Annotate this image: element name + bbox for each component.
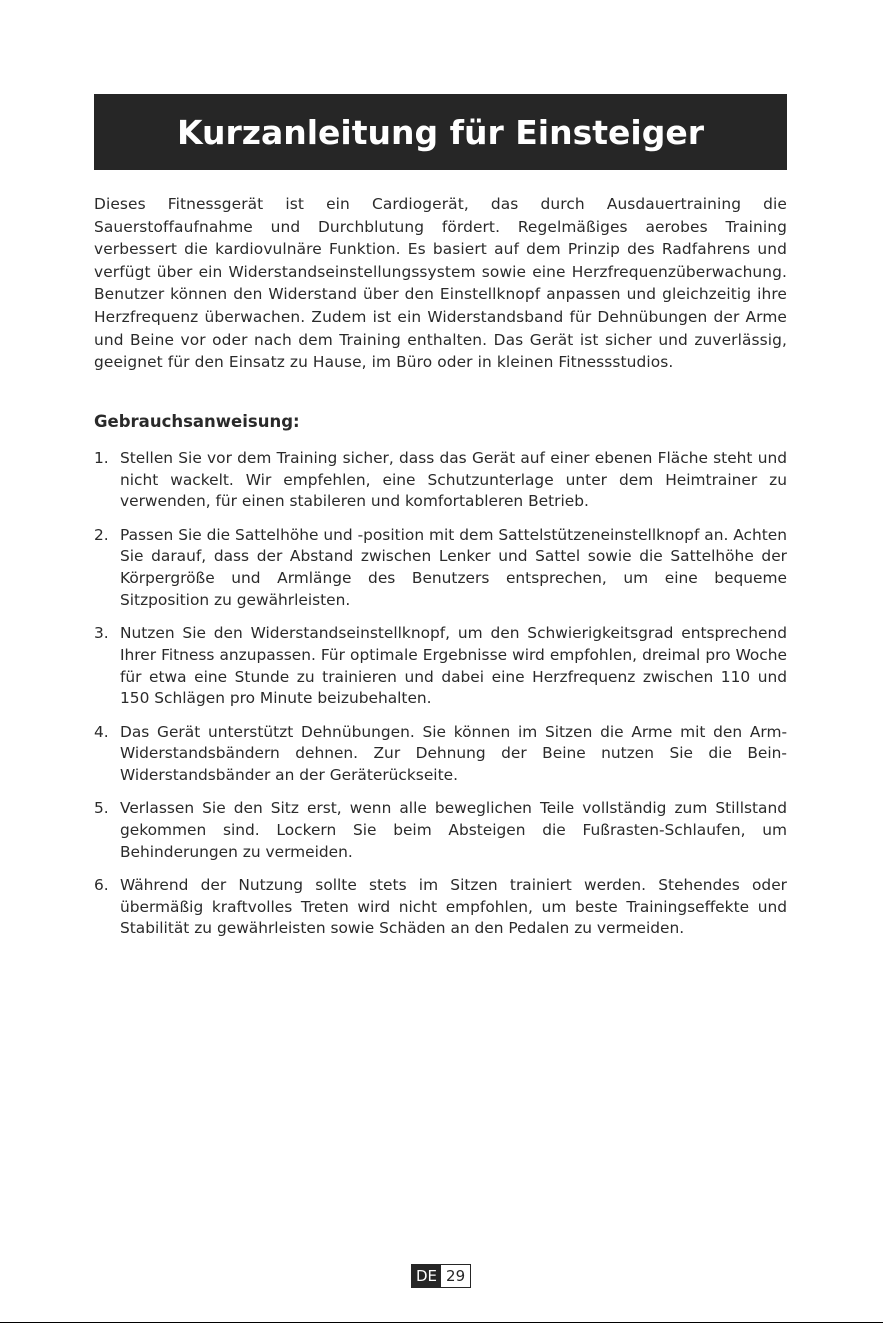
instruction-step — [94, 798, 787, 863]
instruction-step — [94, 875, 787, 940]
instruction-step — [94, 525, 787, 612]
step-number: 2. — [94, 525, 109, 544]
step-text: Das Gerät unterstützt Dehnübungen. Sie können im Sitzen die Arme mit den Arm-Widerstandsbändern dehnen. Zur Dehnung der Beine nutzen Sie die Bein-Widerstandsbänder an der Geräterückseite. — [120, 722, 787, 784]
instruction-step — [94, 448, 787, 513]
page-number: 29 — [441, 1265, 470, 1287]
step-number: 1. — [94, 449, 109, 467]
instructions-list — [94, 448, 787, 952]
page-number-badge — [411, 1264, 471, 1288]
step-text: Nutzen Sie den Widerstandseinstellknopf, um den Schwierigkeitsgrad entsprechend Ihrer Fitness anzupassen. Für optimale Ergebnisse wird empfohlen, dreimal pro Woche für etwa eine Stunde zu trainieren und dabei eine Herzfrequenz zwischen 110 und 150 Schlägen pro Minute beizubehalten. — [120, 624, 787, 708]
step-number: 3. — [94, 624, 109, 643]
page-title: Kurzanleitung für Einsteiger — [177, 112, 704, 152]
instruction-step — [94, 623, 787, 710]
step-text: Verlassen Sie den Sitz erst, wenn alle beweglichen Teile vollständig zum Stillstand gekommen sind. Lockern Sie beim Absteigen die Fußrasten-Schlaufen, um Behinderungen zu vermeiden. — [120, 799, 787, 861]
instructions-heading: Gebrauchsanweisung: — [94, 412, 300, 431]
step-text: Stellen Sie vor dem Training sicher, dass das Gerät auf einer ebenen Fläche steht und nicht wackelt. Wir empfehlen, eine Schutzunterlage unter dem Heimtrainer zu verwenden, für einen stabileren und komfortableren Betrieb. — [120, 449, 787, 511]
title-banner — [94, 94, 787, 170]
step-number: 6. — [94, 875, 109, 894]
step-number: 4. — [94, 722, 109, 741]
instruction-step — [94, 722, 787, 787]
step-text: Passen Sie die Sattelhöhe und -position mit dem Sattelstützeneinstellknopf an. Achten Sie darauf, dass der Abstand zwischen Lenker und Sattel sowie die Sattelhöhe der Körpergröße und Armlänge des Benutzers entsprechen, um eine bequeme Sitzposition zu gewährleisten. — [120, 525, 787, 609]
language-code: DE — [412, 1265, 441, 1287]
intro-paragraph: Dieses Fitnessgerät ist ein Cardiogerät, das durch Ausdauertraining die Sauerstoffaufnahme und Durchblutung fördert. Regelmäßiges aerobes Training verbessert die kardiovulnäre Funktion. Es basiert auf dem Prinzip des Radfahrens und verfügt über ein Widerstandseinstellungssystem sowie eine Herzfrequenzüberwachung. Benutzer können den Widerstand über den Einstellknopf anpassen und gleichzeitig ihre Herzfrequenz überwachen. Zudem ist ein Widerstandsband für Dehnübungen der Arme und Beine vor oder nach dem Training enthalten. Das Gerät ist sicher und zuverlässig, geeignet für den Einsatz zu Hause, im Büro oder in kleinen Fitnessstudios. — [94, 195, 787, 372]
bottom-divider — [0, 1322, 883, 1323]
step-number: 5. — [94, 799, 109, 818]
step-text: Während der Nutzung sollte stets im Sitzen trainiert werden. Stehendes oder übermäßig kraftvolles Treten wird nicht empfohlen, um beste Trainingseffekte und Stabilität zu gewährleisten sowie Schäden an den Pedalen zu vermeiden. — [120, 875, 787, 938]
